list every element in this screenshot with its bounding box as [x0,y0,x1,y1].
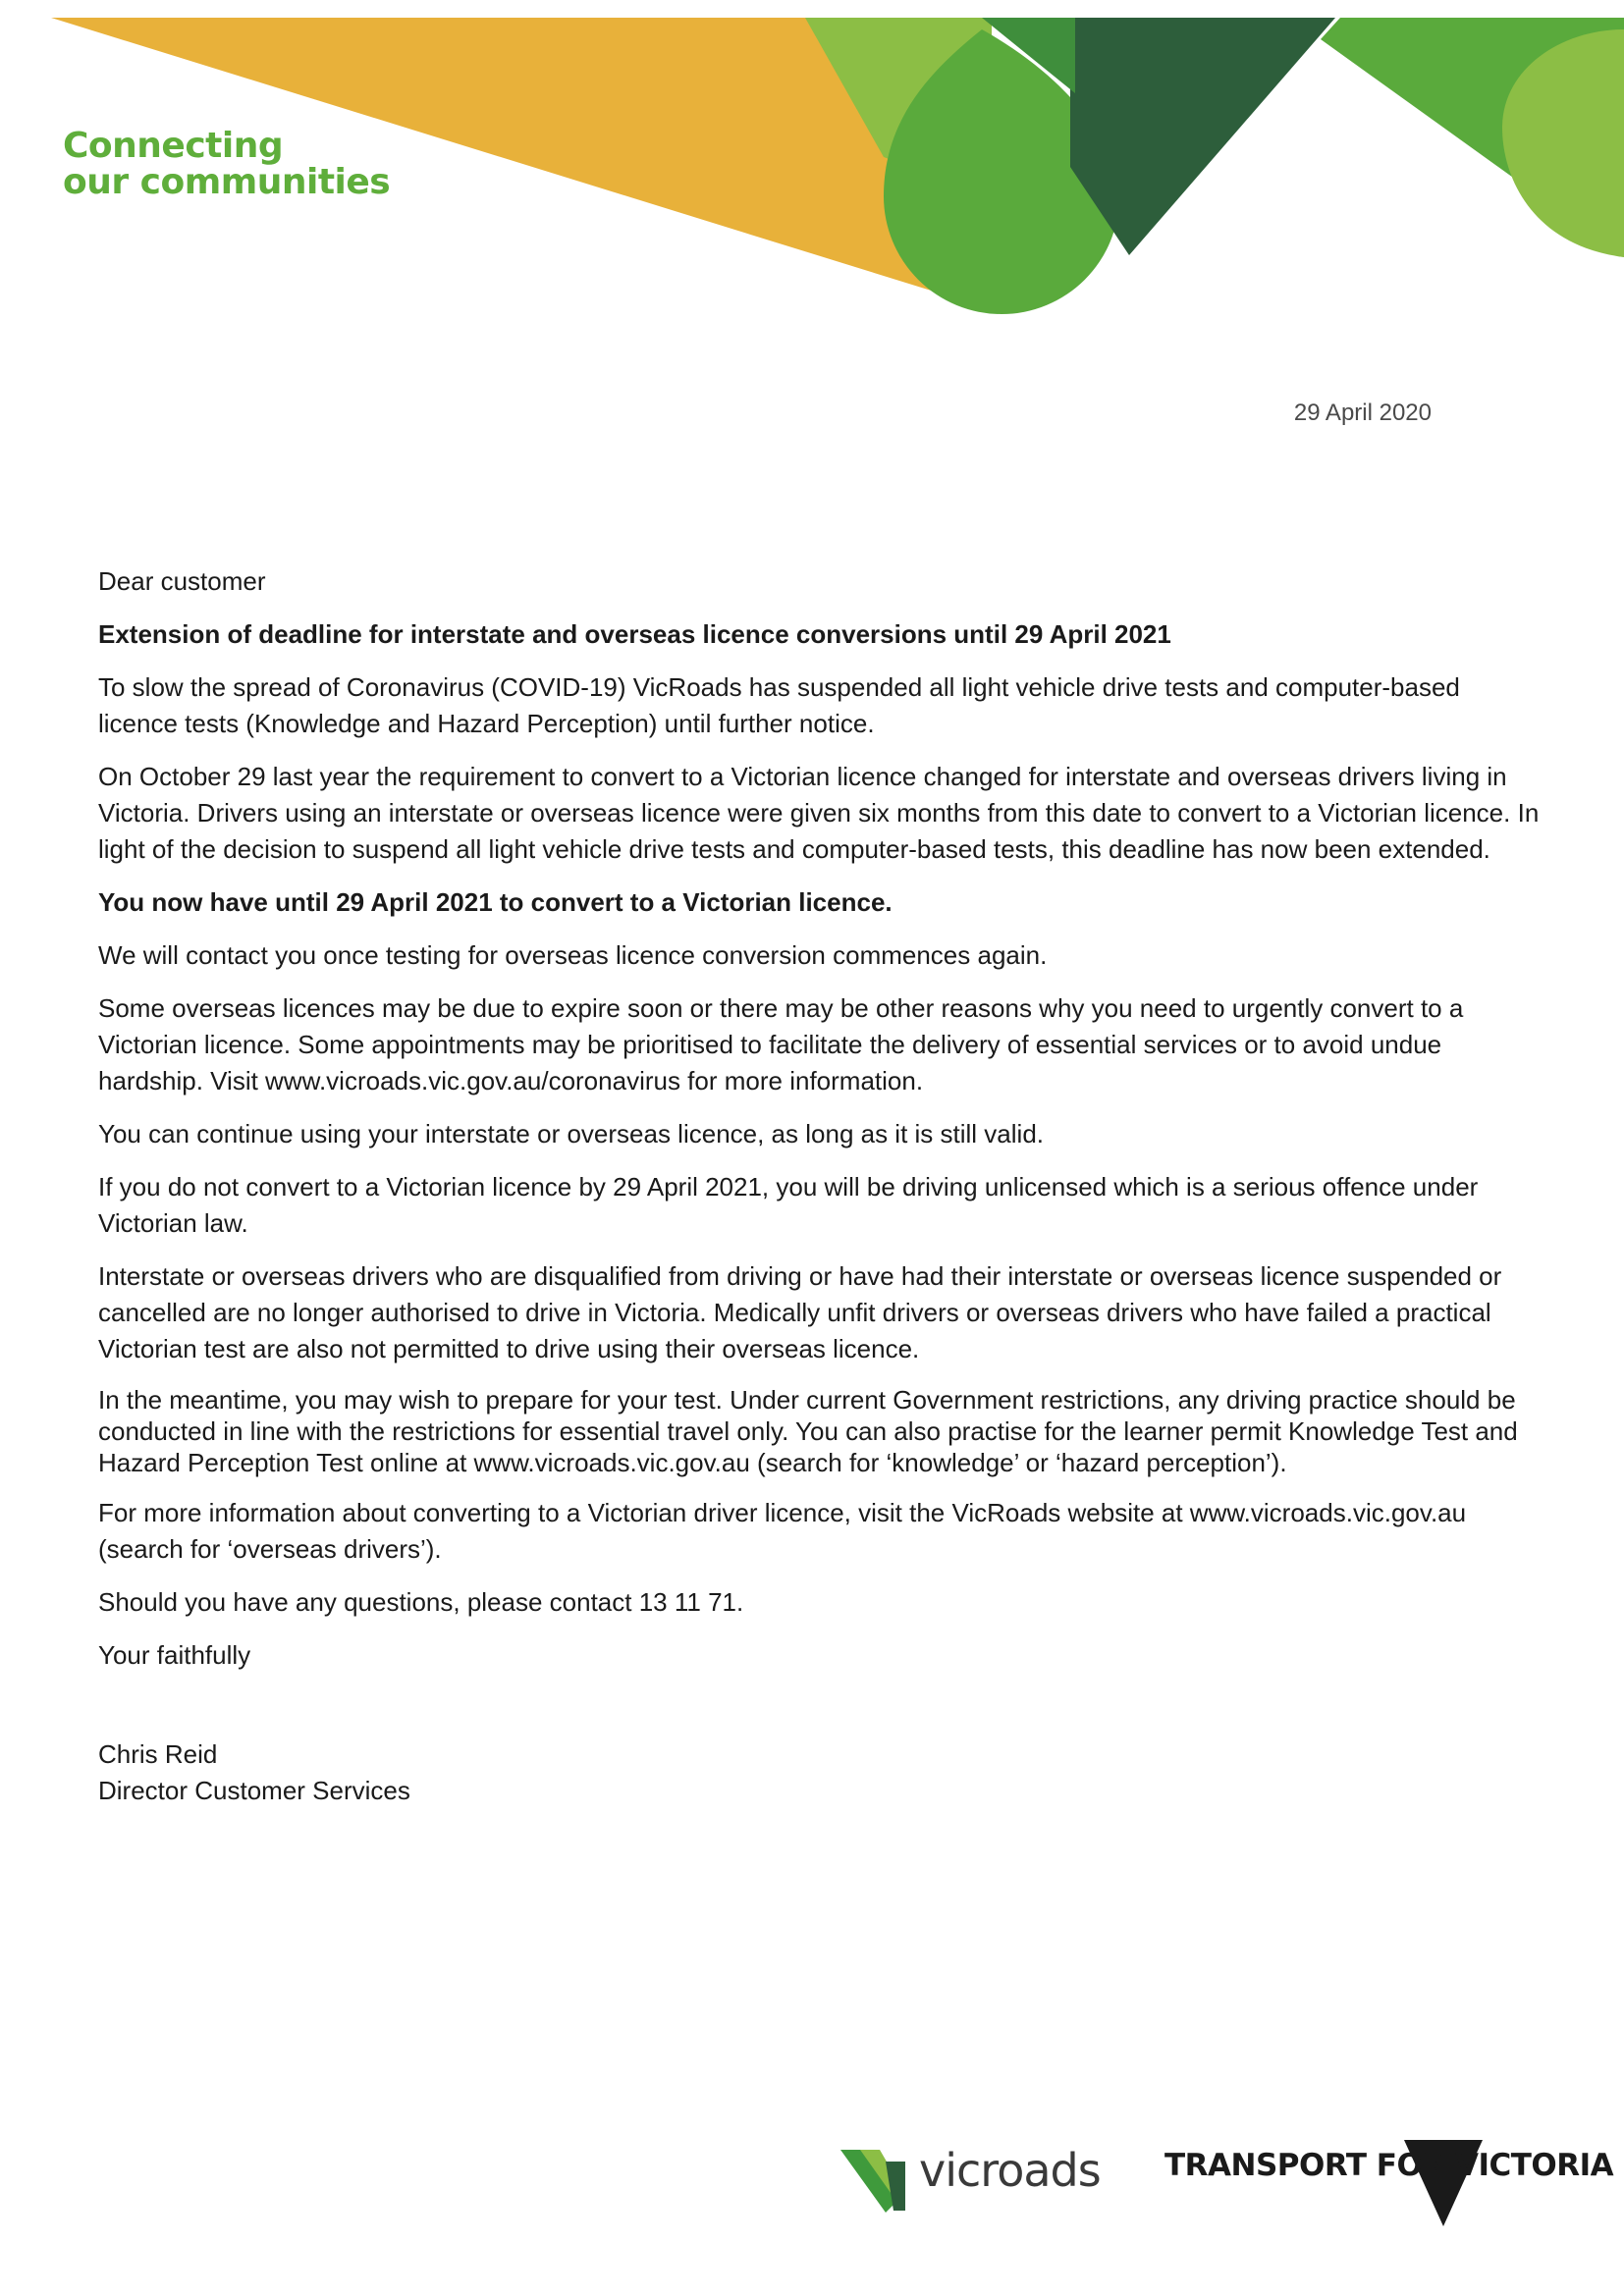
tagline [63,128,390,200]
footer-logos [0,2130,1624,2248]
closing: Your faithfully [98,1640,251,1670]
tagline-line-1: Connecting [63,126,284,166]
paragraph: To slow the spread of Coronavirus (COVID-19) VicRoads has suspended all light vehicle drive tests and computer-based licence tests (Knowledge and Hazard Perception) until further notice. [98,672,1460,738]
vicroads-logo-text: vicroads [919,2144,1101,2197]
paragraph: In the meantime, you may wish to prepare for your test. Under current Government restrictions, any driving practice should be conducted in line with the restrictions for essential travel only. You can also practise for the learner permit Knowledge Test and Hazard Perception Test online at www.vicroads.vic.gov.au (search for ‘knowledge’ or ‘hazard perception’). [98,1385,1518,1477]
signatory-title: Director Customer Services [98,1776,410,1805]
letter-body [98,563,1542,1809]
paragraph: We will contact you once testing for overseas licence conversion commences again. [98,940,1048,970]
letter-subject: Extension of deadline for interstate and overseas licence conversions until 29 April 2021 [98,619,1171,649]
paragraph: Some overseas licences may be due to expire soon or there may be other reasons why you need to urgently convert to a Victorian licence. Some appointments may be prioritised to facilitate the delivery of essential services or to avoid undue hardship. Visit www.vicroads.vic.gov.au/coronavirus for more information. [98,993,1464,1095]
tagline-line-2: our communities [63,162,391,202]
signature-block [98,1736,1542,1809]
paragraph: Should you have any questions, please contact 13 11 71. [98,1587,744,1617]
signatory-name: Chris Reid [98,1739,218,1769]
paragraph: Interstate or overseas drivers who are disqualified from driving or have had their interstate or overseas licence suspended or cancelled are no longer authorised to drive in Victoria. Medically unfit drivers or overseas drivers who have failed a practical Victorian test are also not permitted to drive using their overseas licence. [98,1261,1502,1363]
deadline-highlight: You now have until 29 April 2021 to convert to a Victorian licence. [98,887,893,917]
paragraph: For more information about converting to a Victorian driver licence, visit the VicRoads website at www.vicroads.vic.gov.au (search for ‘overseas drivers’). [98,1498,1467,1564]
paragraph: You can continue using your interstate or overseas licence, as long as it is still valid. [98,1119,1045,1148]
salutation: Dear customer [98,566,266,596]
paragraph: If you do not convert to a Victorian licence by 29 April 2021, you will be driving unlicensed which is a serious offence under Victorian law. [98,1172,1479,1238]
paragraph: On October 29 last year the requirement to convert to a Victorian licence changed for interstate and overseas drivers living in Victoria. Drivers using an interstate or overseas licence were given six months from this date to convert to a Victorian licence. In light of the decision to suspend all light vehicle drive tests and computer-based tests, this deadline has now been extended. [98,762,1540,864]
letter-date: 29 April 2020 [1293,400,1432,426]
transport-for-victoria-logo: TRANSPORT FOR VICTORIA [1164,2148,1614,2183]
